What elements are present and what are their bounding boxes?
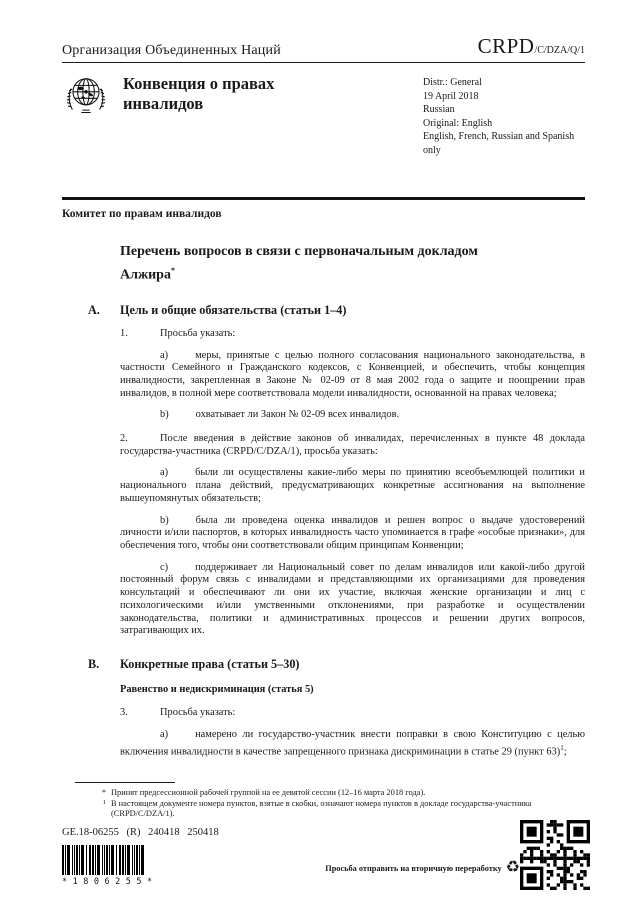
paragraph-3a-text: намерено ли государство-участник внести поправки в свою Конституцию с целью включения инвалидности в качестве запрещенного признака дискриминации в статье 29 (пункт 63) (120, 729, 585, 758)
document-language: Russian (423, 104, 455, 115)
masthead (62, 34, 585, 59)
subsection-heading: Равенство и недискриминация (статья 5) (120, 683, 314, 695)
footnote-1-marker: 1 (102, 798, 106, 806)
convention-title: Конвенция о правах инвалидов (123, 74, 275, 113)
paragraph-1-number: 1. (120, 327, 128, 339)
paragraph-2 (120, 433, 585, 458)
ge-number: GE.18-06255 (R) 240418 250418 (62, 827, 219, 838)
section-b-heading (88, 658, 585, 671)
section-b-title: Конкретные права (статьи 5–30) (120, 656, 300, 671)
recycle-text: Просьба отправить на вторичную переработку (325, 863, 502, 873)
distribution: Distr.: General (423, 77, 482, 88)
barcode-block (62, 845, 158, 887)
doc-symbol-sub: /C/DZA/Q/1 (534, 45, 585, 56)
paragraph-2b-letter: b) (160, 514, 169, 526)
paragraph-1a (120, 350, 585, 401)
paragraph-1b-text: охватывает ли Закон № 02-09 всех инвалидов. (195, 409, 400, 421)
document-title-text: Перечень вопросов в связи с первоначальным докладом Алжира (120, 243, 478, 283)
masthead-rule (62, 62, 585, 63)
barcode (62, 845, 158, 875)
paragraph-1 (120, 328, 585, 341)
qr-code (520, 820, 590, 890)
paragraph-3a-tail: ; (563, 746, 567, 758)
paragraph-2c-text: поддерживает ли Национальный совет по делам инвалидов или какой-либо другой постоянный форум связь с инвалидами и представляющими их организациями для проведения консультаций и обеспечивают ли они их участие, включая женские организации и лиц с психологическими и/или умственными отклонениями, при разработке и осуществлении законодательства, политики и административных процессов и решении других вопросов, затрагивающих их. (120, 561, 585, 637)
paragraph-3a-letter: a) (160, 729, 169, 741)
paragraph-3-text: Просьба указать: (160, 707, 236, 719)
section-a-title: Цель и общие обязательства (статьи 1–4) (120, 303, 347, 318)
original-language: Original: English (423, 117, 493, 129)
paragraph-3 (120, 707, 585, 720)
paragraph-3a (120, 729, 585, 759)
footnote-1 (62, 799, 570, 820)
section-a-letter: A. (88, 303, 100, 318)
paragraph-1-text: Просьба указать: (160, 327, 236, 339)
barcode-text: *1806255* (62, 877, 158, 887)
section-a-heading (88, 304, 585, 317)
document-content (88, 303, 585, 759)
footnote-star (62, 788, 570, 799)
recycle-icon: ♻ (505, 859, 520, 876)
paragraph-2c (120, 562, 585, 638)
footnotes (62, 782, 570, 820)
paragraph-1a-letter: a) (160, 349, 169, 361)
paragraph-2c-letter: c) (160, 561, 169, 573)
publication-date: 19 April 2018 (423, 90, 479, 102)
paragraph-3-number: 3. (120, 707, 128, 719)
recycle-note (325, 860, 520, 876)
paragraph-1b (120, 409, 585, 422)
publication-info (423, 76, 585, 157)
footnote-1-text: В настоящем документе номера пунктов, взятые в скобки, означают номера пунктов в докладе государства-участника (CRPD/C/DZA/1). (111, 798, 532, 819)
paragraph-3a-footnote-marker: 1 (560, 743, 564, 752)
paragraph-2a (120, 467, 585, 505)
document-title (120, 242, 520, 285)
paragraph-2-text: После введения в действие законов об инвалидах, перечисленных в пункте 48 доклада государства-участника (CRPD/C/DZA/1), просьба указать: (120, 433, 585, 457)
doc-symbol-main: CRPD (477, 34, 535, 58)
doc-symbol (478, 34, 585, 59)
paragraph-2b-text: была ли проведена оценка инвалидов и решен вопрос о выдаче удостоверений личности и/или паспортов, в которых инвалидность часто упоминается в графе «особые признаки», для обеспечения того, чтобы они соответствовали общим принципам Конвенции; (120, 514, 585, 551)
languages-note: English, French, Russian and Spanish only (423, 131, 575, 156)
un-emblem-icon (62, 72, 110, 125)
header-rule (62, 197, 585, 200)
section-b-letter: B. (88, 656, 100, 671)
paragraph-2b (120, 515, 585, 553)
paragraph-2a-text: были ли осуществлены какие-либо меры по принятию всеобъемлющей политики и национального плана действий, предусматривающих конкретные ассигнования на выполнение вышеупомянутых обязательств; (120, 467, 585, 504)
org-name: Организация Объединенных Наций (62, 43, 281, 58)
footnote-star-text: Принят предсессионной рабочей группой на ее девятой сессии (12–16 марта 2018 года). (111, 788, 426, 797)
title-footnote-marker: * (170, 265, 175, 275)
paragraph-2-number: 2. (120, 433, 128, 445)
footnote-star-marker: * (101, 788, 106, 797)
banner (62, 72, 585, 197)
committee-name: Комитет по правам инвалидов (62, 207, 222, 220)
paragraph-1a-text: меры, принятые с целью полного согласования национального законодательства, в частности Семейного и Гражданского кодексов, с Конвенцией, и обеспечить, чтобы концепция инвалидности, закрепленная в Законе № 02-09 от 8 мая 2002 года о защите и поощрении прав инвалидов, в полной мере соответствовала модели инвалидности, основанной на правах человека; (120, 349, 585, 399)
paragraph-1b-letter: b) (160, 409, 169, 421)
footnote-separator (75, 782, 175, 783)
paragraph-2a-letter: a) (160, 467, 169, 479)
